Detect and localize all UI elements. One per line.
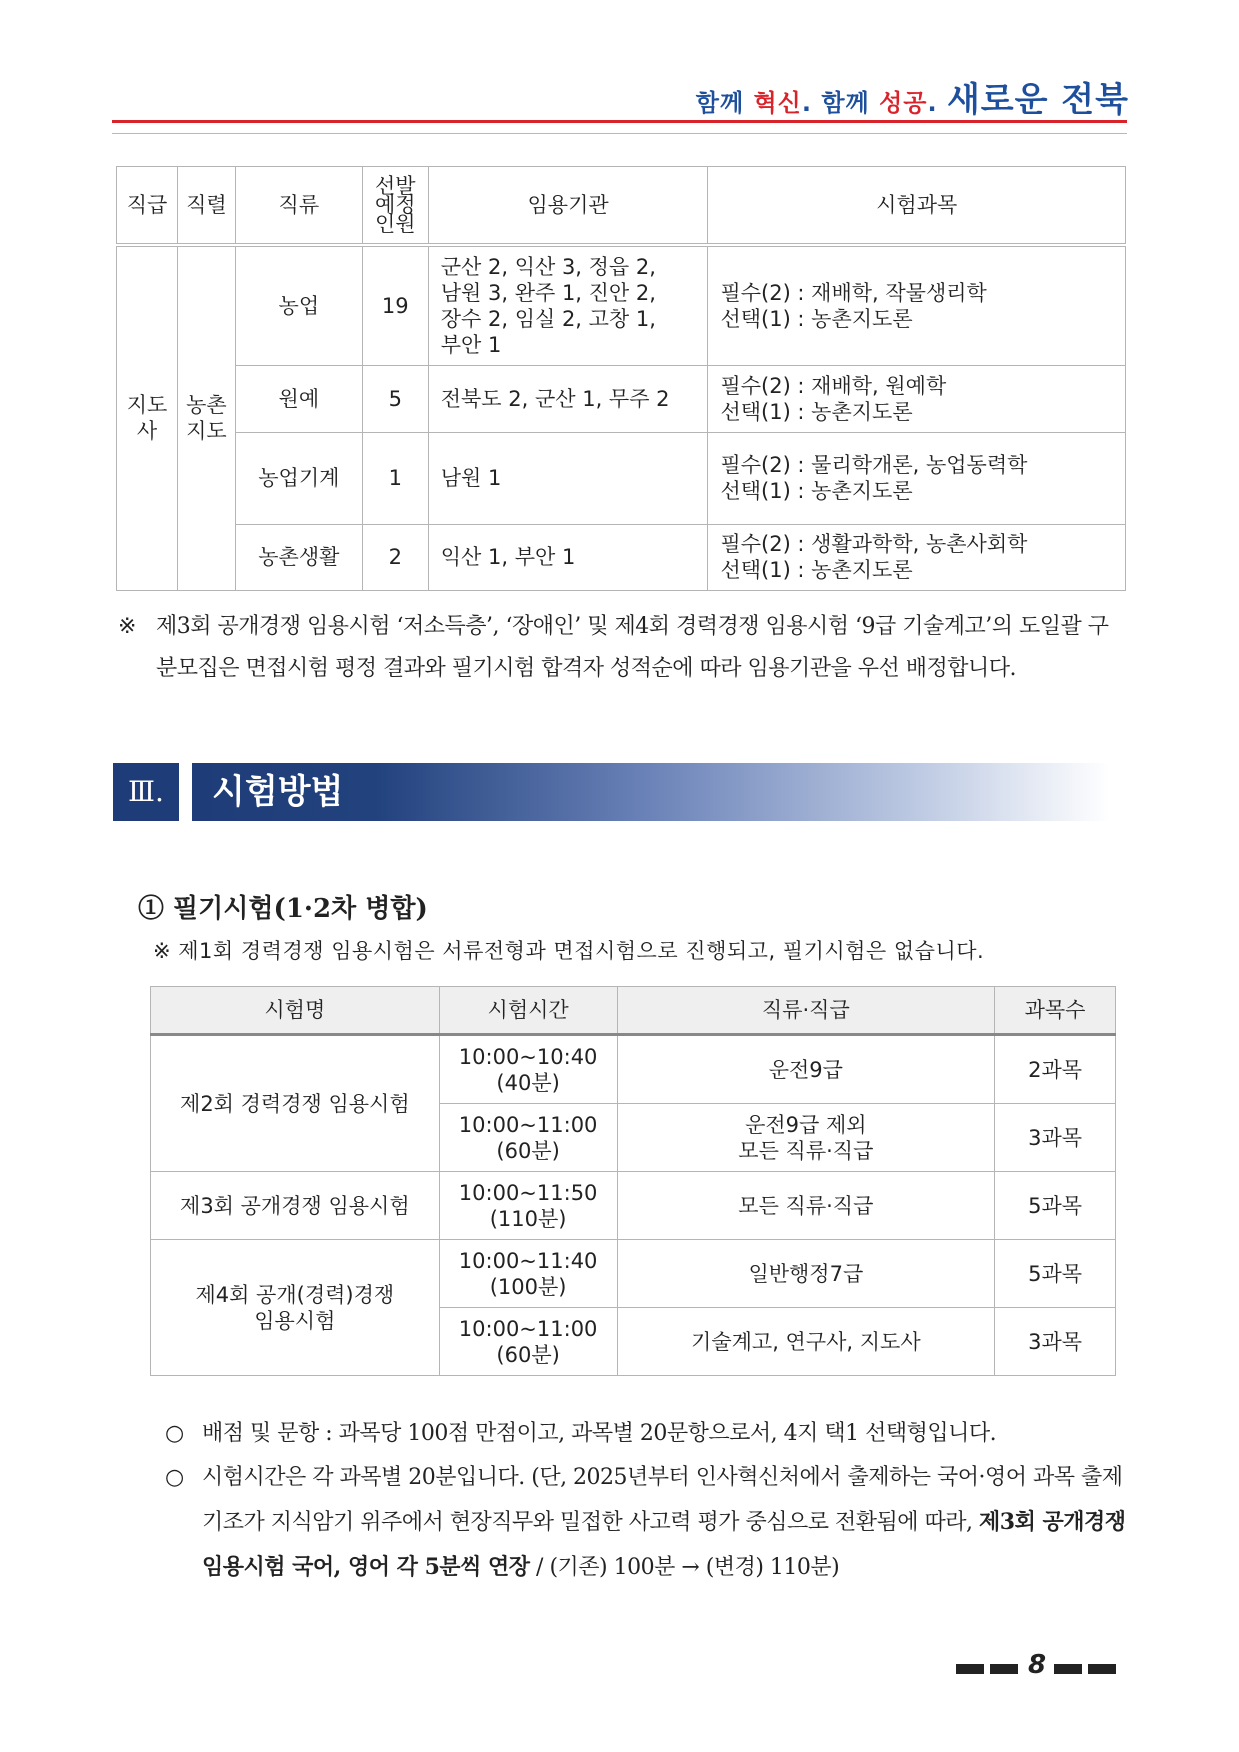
section-number: Ⅲ.: [113, 763, 179, 821]
table-row: [151, 1035, 1116, 1104]
subjects-cell: 필수(2) : 생활과학학, 농촌사회학 선택(1) : 농촌지도론: [708, 524, 1126, 590]
count-cell: 5과목: [995, 1240, 1116, 1308]
field-cell: 농업기계: [235, 432, 362, 524]
table-row: [117, 432, 1126, 524]
table-row: [151, 1172, 1116, 1240]
agency-cell: 남원 1: [428, 432, 708, 524]
table-row: [151, 1240, 1116, 1308]
bullet-text: 배점 및 문항 : 과목당 100점 만점이고, 과목별 20문항으로서, 4지 택1 선택형입니다.: [202, 1421, 997, 1446]
col-header: 직급: [117, 167, 178, 246]
field-cell: 농업: [235, 245, 362, 365]
bullet-circle-icon: ○: [165, 1421, 184, 1446]
field-cell: 운전9급: [617, 1035, 995, 1104]
grade-cell: 지도사: [117, 245, 178, 590]
count-cell: 2과목: [995, 1035, 1116, 1104]
col-header: 시험명: [151, 987, 440, 1035]
table-row: [117, 524, 1126, 590]
table-row: [117, 245, 1126, 365]
field-cell: 원예: [235, 365, 362, 432]
table-header-row: [151, 987, 1116, 1035]
slogan-part: .: [927, 89, 947, 117]
table-row: [117, 365, 1126, 432]
subsection-title: ① 필기시험(1·2차 병합): [138, 894, 428, 924]
count-cell: 5: [362, 365, 428, 432]
subjects-cell: 필수(2) : 재배학, 작물생리학 선택(1) : 농촌지도론: [708, 245, 1126, 365]
dash-decoration: [1088, 1664, 1116, 1674]
time-cell: 10:00~11:40 (100분): [439, 1240, 617, 1308]
subjects-cell: 필수(2) : 물리학개론, 농업동력학 선택(1) : 농촌지도론: [708, 432, 1126, 524]
bullet-circle-icon: ○: [165, 1465, 184, 1490]
count-cell: 3과목: [995, 1308, 1116, 1376]
dash-decoration: [990, 1664, 1018, 1674]
count-cell: 19: [362, 245, 428, 365]
col-header: 시험시간: [439, 987, 617, 1035]
count-cell: 2: [362, 524, 428, 590]
col-header: 임용기관: [428, 167, 708, 246]
col-header: 직렬: [177, 167, 235, 246]
count-cell: 1: [362, 432, 428, 524]
header-slogan: [696, 72, 1129, 121]
time-cell: 10:00~10:40 (40분): [439, 1035, 617, 1104]
exam-rules-list: [165, 1412, 1135, 1590]
slogan-part: 혁신: [753, 89, 802, 117]
time-cell: 10:00~11:00 (60분): [439, 1104, 617, 1172]
page-number-footer: [956, 1650, 1116, 1684]
exam-name-cell: 제3회 공개경쟁 임용시험: [151, 1172, 440, 1240]
time-cell: 10:00~11:50 (110분): [439, 1172, 617, 1240]
table-header-row: [117, 167, 1126, 246]
exam-name-cell: 제2회 경력경쟁 임용시험: [151, 1035, 440, 1172]
field-cell: 모든 직류·직급: [617, 1172, 995, 1240]
reference-mark: ※: [118, 614, 136, 639]
slogan-brand: 새로운 전북: [946, 80, 1129, 120]
subjects-cell: 필수(2) : 재배학, 원예학 선택(1) : 농촌지도론: [708, 365, 1126, 432]
col-header: 과목수: [995, 987, 1116, 1035]
field-cell: 농촌생활: [235, 524, 362, 590]
series-cell: 농촌 지도: [177, 245, 235, 590]
page-number: 8: [1028, 1650, 1047, 1680]
agency-cell: 전북도 2, 군산 1, 무주 2: [428, 365, 708, 432]
col-header: 시험과목: [708, 167, 1126, 246]
header-rule-gold: [112, 133, 1127, 134]
list-item: [165, 1456, 1135, 1590]
slogan-part: 성공: [879, 89, 928, 117]
bullet-tail: / (기존) 100분 → (변경) 110분): [529, 1555, 840, 1580]
dash-decoration: [1054, 1664, 1082, 1674]
time-cell: 10:00~11:00 (60분): [439, 1308, 617, 1376]
bullet-text: 시험시간은 각 과목별 20분입니다. (단, 2025년부터 인사혁신처에서 출제하는 국어·영어 과목 출제기조가 지식암기 위주에서 현장직무와 밀접한 사고력 평가 중심으로 전환됨에 따라,: [202, 1465, 1123, 1535]
header-rule-red: [112, 120, 1127, 123]
col-header: 직류: [235, 167, 362, 246]
note-text: 제3회 공개경쟁 임용시험 ‘저소득층’, ‘장애인’ 및 제4회 경력경쟁 임용시험 ‘9급 기술계고’의 도일괄 구분모집은 면접시험 평정 결과와 필기시험 합격자 성적순에 따라 임용기관을 우선 배정합니다.: [156, 614, 1109, 681]
col-header: 직류·직급: [617, 987, 995, 1035]
agency-cell: 군산 2, 익산 3, 정읍 2, 남원 3, 완주 1, 진안 2, 장수 2, 임실 2, 고창 1, 부안 1: [428, 245, 708, 365]
section-title: 시험방법: [212, 772, 344, 812]
exam-name-cell: 제4회 공개(경력)경쟁 임용시험: [151, 1240, 440, 1376]
field-cell: 기술계고, 연구사, 지도사: [617, 1308, 995, 1376]
count-cell: 5과목: [995, 1172, 1116, 1240]
col-header: 선발 예정 인원: [362, 167, 428, 246]
field-cell: 일반행정7급: [617, 1240, 995, 1308]
allocation-note: [118, 606, 1128, 690]
bullet-emphasis: 제3회 공개경쟁 임용시험 국어, 영어 각 5분씩 연장: [202, 1509, 1126, 1580]
recruitment-table: [116, 166, 1126, 591]
slogan-part: 함께: [695, 89, 754, 117]
exam-schedule-table: [150, 986, 1116, 1376]
subsection-note: ※ 제1회 경력경쟁 임용시험은 서류전형과 면접시험으로 진행되고, 필기시험은 없습니다.: [153, 939, 985, 963]
count-cell: 3과목: [995, 1104, 1116, 1172]
field-cell: 운전9급 제외 모든 직류·직급: [617, 1104, 995, 1172]
agency-cell: 익산 1, 부안 1: [428, 524, 708, 590]
dash-decoration: [956, 1664, 984, 1674]
list-item: [165, 1412, 1135, 1456]
slogan-part: . 함께: [801, 89, 880, 117]
